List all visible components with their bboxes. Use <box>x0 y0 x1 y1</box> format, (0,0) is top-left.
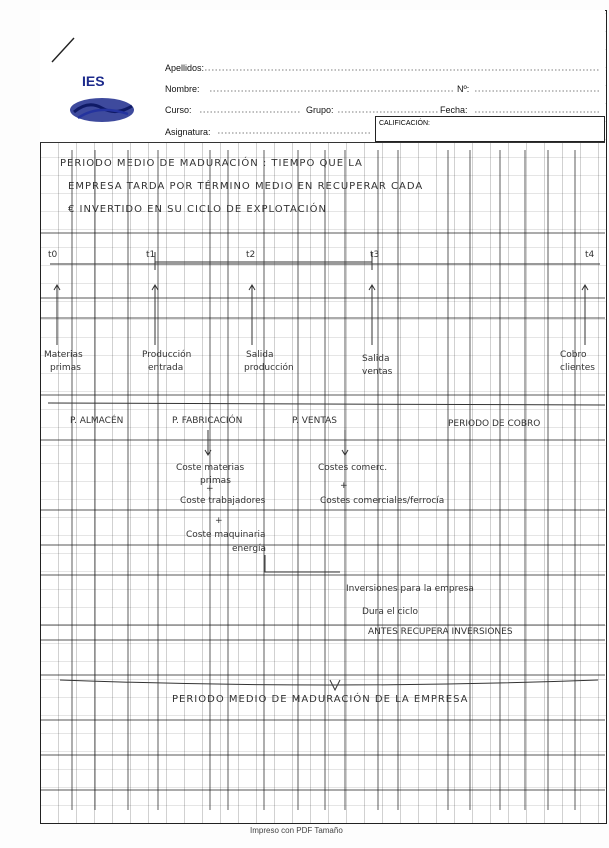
cost-materias-line-2: primas <box>200 476 231 486</box>
cost-trabajadores: Coste trabajadores <box>180 496 266 506</box>
calificacion-box <box>375 116 605 142</box>
cost-comercial-2: Costes comerciales/ferrocía <box>320 496 445 506</box>
stage-label-5-line-2: clientes <box>560 363 595 373</box>
stage-label-2-line-1: Producción <box>142 350 192 360</box>
timeline-label-t3: t3 <box>370 250 380 260</box>
note-bottom-title: PERIODO MEDIO DE MADURACIÓN DE LA EMPRESA <box>172 694 469 705</box>
note-title-line-1: PERIODO MEDIO DE MADURACIÓN : TIEMPO QUE LA <box>60 158 363 169</box>
note-dura-ciclo: Dura el ciclo <box>362 607 419 617</box>
stage-label-1-line-2: primas <box>50 363 81 373</box>
note-title-line-3: € INVERTIDO EN SU CICLO DE EXPLOTACIÓN <box>68 204 327 215</box>
note-title-line-2: EMPRESA TARDA POR TÉRMINO MEDIO EN RECUPERAR CADA <box>68 181 424 192</box>
period-cobro: PERIODO DE COBRO <box>448 419 541 429</box>
timeline-label-t0: t0 <box>48 250 58 260</box>
footer-text: Impreso con PDF Tamaño <box>250 826 343 835</box>
cost-comercial: Costes comerc. <box>318 463 388 473</box>
cost-maquinaria-line-2: energía <box>232 544 267 554</box>
stage-label-5-line-1: Cobro <box>560 350 587 360</box>
stage-label-2-line-2: entrada <box>148 363 184 373</box>
note-inversiones: Inversiones para la empresa <box>346 584 474 594</box>
fecha-label: Fecha: <box>440 105 468 115</box>
asignatura-label: Asignatura: <box>165 127 211 137</box>
cost-maquinaria-line-1: Coste maquinaria <box>186 530 266 540</box>
period-ventas: P. VENTAS <box>292 416 337 426</box>
plus-sign-3: + <box>340 481 348 491</box>
nombre-label: Nombre: <box>165 84 200 94</box>
period-fabricacion: P. FABRICACIÓN <box>172 416 243 426</box>
plus-sign-2: + <box>215 516 223 526</box>
timeline-label-t1: t1 <box>146 250 156 260</box>
stage-label-1-line-1: Materias <box>44 350 83 360</box>
curso-label: Curso: <box>165 105 192 115</box>
plus-sign-1: + <box>206 484 214 494</box>
timeline-label-t4: t4 <box>585 250 595 260</box>
numero-label: Nº: <box>457 84 470 94</box>
stage-label-4-line-1: Salida <box>362 354 390 364</box>
stage-label-3-line-2: producción <box>244 363 294 373</box>
cost-materias-line-1: Coste materias <box>176 463 245 473</box>
timeline-label-t2: t2 <box>246 250 256 260</box>
logo-text: IES <box>82 73 105 89</box>
note-antes-recupera: ANTES RECUPERA INVERSIONES <box>368 627 513 637</box>
stage-label-3-line-1: Salida <box>246 350 274 360</box>
apellidos-label: Apellidos: <box>165 63 205 73</box>
calificacion-label: CALIFICACIÓN: <box>379 120 430 127</box>
period-almacen: P. ALMACÉN <box>70 416 124 426</box>
stage-label-4-line-2: ventas <box>362 367 393 377</box>
grupo-label: Grupo: <box>306 105 334 115</box>
